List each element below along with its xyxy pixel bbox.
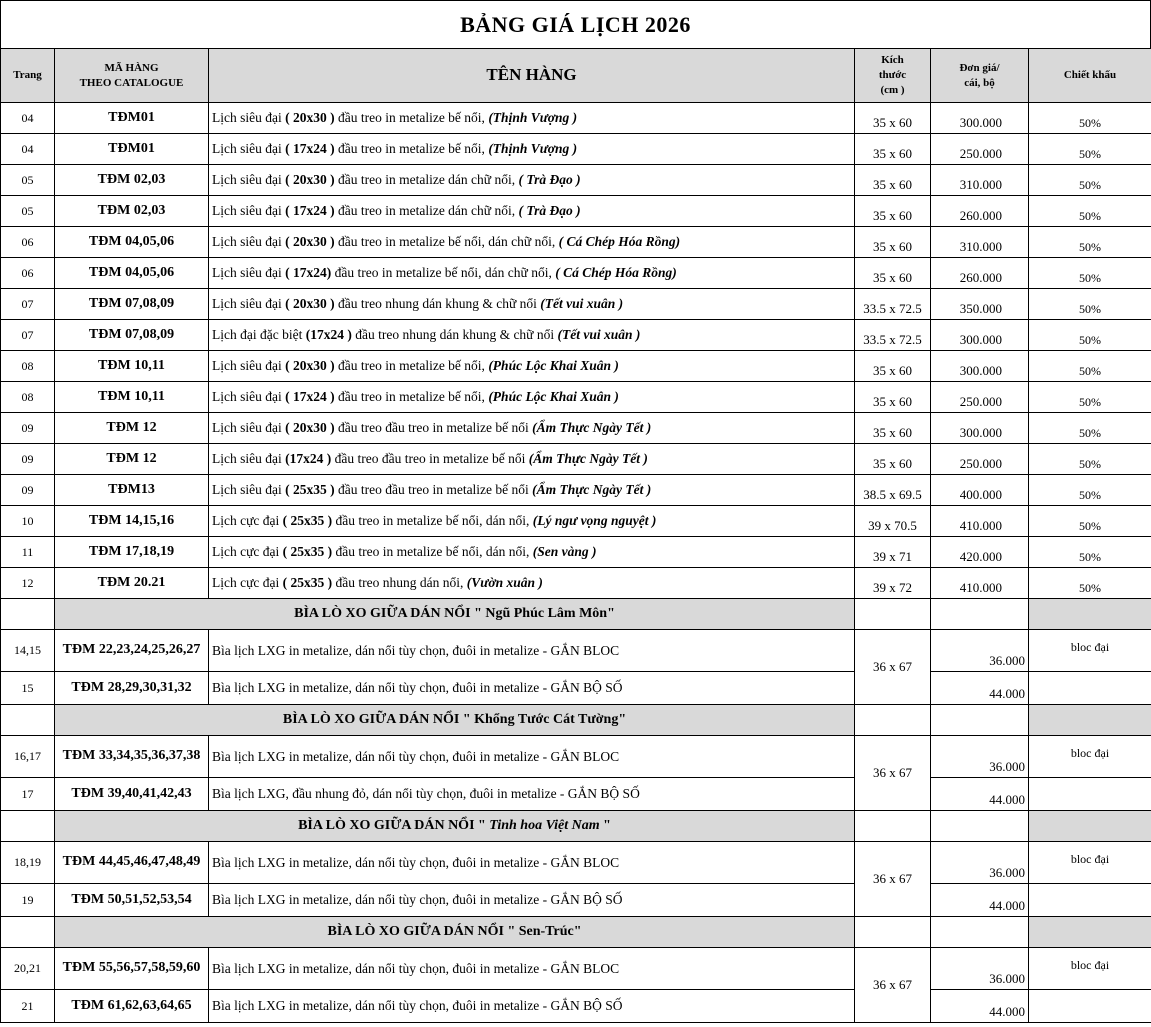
code-cell: TĐM01 xyxy=(55,134,209,165)
section-blank xyxy=(1,811,55,842)
name-collection: ( Trà Đạo ) xyxy=(518,172,581,187)
size-cell: 35 x 60 xyxy=(855,134,931,165)
page-cell: 04 xyxy=(1,134,55,165)
section-title xyxy=(55,599,855,630)
name-cell: Bìa lịch LXG in metalize, dán nổi tùy chọn, đuôi in metalize - GẮN BLOC xyxy=(209,736,855,778)
name-desc: đầu treo nhung dán nổi, xyxy=(332,575,467,590)
table-row xyxy=(1,506,1151,537)
header-name: TÊN HÀNG xyxy=(209,49,855,103)
discount-cell: 50% xyxy=(1029,506,1151,537)
name-cell: Bìa lịch LXG in metalize, dán nổi tùy chọn, đuôi in metalize - GẮN BLOC xyxy=(209,842,855,884)
name-prefix: Lịch siêu đại xyxy=(212,203,286,218)
page-cell: 06 xyxy=(1,227,55,258)
section-name: Khổng Tước Cát Tường xyxy=(474,712,619,727)
table-row xyxy=(1,568,1151,599)
code-cell: TĐM 17,18,19 xyxy=(55,537,209,568)
size-cell: 35 x 60 xyxy=(855,103,931,134)
discount-cell: 50% xyxy=(1029,165,1151,196)
section-blank xyxy=(1,917,55,948)
section-row xyxy=(1,917,1151,948)
page-cell: 09 xyxy=(1,413,55,444)
price-cell: 300.000 xyxy=(931,351,1029,382)
name-collection: (Tết vui xuân ) xyxy=(540,296,624,311)
table-row xyxy=(1,537,1151,568)
name-collection: (Ẩm Thực Ngày Tết ) xyxy=(528,451,648,466)
size-cell: 35 x 60 xyxy=(855,382,931,413)
size-cell: 35 x 60 xyxy=(855,258,931,289)
page-cell: 16,17 xyxy=(1,736,55,778)
name-desc: đầu treo đầu treo in metalize bế nổi xyxy=(334,420,533,435)
name-desc: đầu treo in metalize bế nổi, xyxy=(334,358,489,373)
code-cell: TĐM01 xyxy=(55,103,209,134)
name-collection: (Ẩm Thực Ngày Tết ) xyxy=(532,420,652,435)
page-title: BẢNG GIÁ LỊCH 2026 xyxy=(460,11,691,37)
price-cell: 36.000 xyxy=(931,948,1029,990)
section-blank xyxy=(931,599,1029,630)
table-row xyxy=(1,134,1151,165)
price-cell: 250.000 xyxy=(931,444,1029,475)
name-prefix: Lịch siêu đại xyxy=(212,389,286,404)
price-cell: 44.000 xyxy=(931,672,1029,705)
code-cell: TĐM 28,29,30,31,32 xyxy=(55,672,209,705)
section-title xyxy=(55,705,855,736)
name-format: ( 17x24 ) xyxy=(285,389,335,404)
code-cell: TĐM 10,11 xyxy=(55,382,209,413)
name-format: ( 17x24 ) xyxy=(285,141,335,156)
table-row xyxy=(1,630,1151,672)
name-cell xyxy=(209,444,855,475)
section-suffix: " xyxy=(599,818,611,833)
header-size: Kích thước (cm ) xyxy=(855,49,931,103)
section-blank xyxy=(1,599,55,630)
name-cell xyxy=(209,351,855,382)
name-cell xyxy=(209,196,855,227)
name-prefix: Lịch siêu đại xyxy=(212,172,286,187)
table-row xyxy=(1,227,1151,258)
code-cell: TĐM 07,08,09 xyxy=(55,320,209,351)
discount-cell: 50% xyxy=(1029,568,1151,599)
code-cell: TĐM 12 xyxy=(55,413,209,444)
page-cell: 08 xyxy=(1,382,55,413)
table-row xyxy=(1,736,1151,778)
price-cell: 300.000 xyxy=(931,320,1029,351)
table-row xyxy=(1,990,1151,1023)
table-row xyxy=(1,289,1151,320)
section-row xyxy=(1,705,1151,736)
name-desc: đầu treo in metalize bế nổi, xyxy=(334,141,489,156)
name-desc: đầu treo đầu treo in metalize bế nổi xyxy=(331,451,529,466)
section-blank xyxy=(1,705,55,736)
name-desc: đầu treo in metalize bế nổi, dán chữ nổi, xyxy=(331,265,556,280)
section-name: Ngũ Phúc Lâm Môn xyxy=(485,606,608,621)
page-cell: 07 xyxy=(1,320,55,351)
name-collection: (Lý ngư vọng nguyệt ) xyxy=(532,513,657,528)
page-cell: 14,15 xyxy=(1,630,55,672)
name-collection: (Vườn xuân ) xyxy=(466,575,543,590)
table-row xyxy=(1,351,1151,382)
code-cell: TĐM 04,05,06 xyxy=(55,227,209,258)
discount-cell: 50% xyxy=(1029,475,1151,506)
price-cell: 260.000 xyxy=(931,258,1029,289)
size-cell: 36 x 67 xyxy=(855,736,931,811)
name-format: ( 17x24) xyxy=(285,265,332,280)
section-blank xyxy=(855,811,931,842)
name-cell xyxy=(209,165,855,196)
name-format: ( 25x35 ) xyxy=(282,575,333,590)
name-collection: (Phúc Lộc Khai Xuân ) xyxy=(488,358,619,373)
name-prefix: Lịch siêu đại xyxy=(212,234,286,249)
section-title xyxy=(55,811,855,842)
page-cell: 18,19 xyxy=(1,842,55,884)
size-cell: 38.5 x 69.5 xyxy=(855,475,931,506)
price-cell: 44.000 xyxy=(931,990,1029,1023)
name-desc: đầu treo in metalize dán chữ nổi, xyxy=(334,203,519,218)
page-cell: 09 xyxy=(1,444,55,475)
name-cell xyxy=(209,320,855,351)
name-desc: đầu treo in metalize bế nổi, dán chữ nổi, xyxy=(334,234,559,249)
header-row xyxy=(1,49,1151,103)
name-format: ( 25x35 ) xyxy=(282,513,333,528)
page-cell: 20,21 xyxy=(1,948,55,990)
price-cell: 410.000 xyxy=(931,506,1029,537)
code-cell: TĐM 14,15,16 xyxy=(55,506,209,537)
page-cell: 06 xyxy=(1,258,55,289)
name-cell xyxy=(209,227,855,258)
discount-cell: 50% xyxy=(1029,289,1151,320)
price-cell: 300.000 xyxy=(931,413,1029,444)
section-prefix: BÌA LÒ XO GIỮA DÁN NỔI " xyxy=(282,712,475,727)
code-cell: TĐM 44,45,46,47,48,49 xyxy=(55,842,209,884)
page-cell: 11 xyxy=(1,537,55,568)
section-blank xyxy=(1029,811,1151,842)
page-cell: 12 xyxy=(1,568,55,599)
code-cell: TĐM 61,62,63,64,65 xyxy=(55,990,209,1023)
section-row xyxy=(1,811,1151,842)
code-cell: TĐM 10,11 xyxy=(55,351,209,382)
name-cell xyxy=(209,413,855,444)
code-cell: TĐM 07,08,09 xyxy=(55,289,209,320)
name-format: ( 20x30 ) xyxy=(285,296,335,311)
discount-cell-empty xyxy=(1029,990,1151,1023)
discount-cell: 50% xyxy=(1029,320,1151,351)
price-table xyxy=(0,48,1151,1023)
code-cell: TĐM 02,03 xyxy=(55,165,209,196)
table-row xyxy=(1,165,1151,196)
section-name: Sen-Trúc xyxy=(518,924,574,939)
table-row xyxy=(1,842,1151,884)
section-blank xyxy=(855,705,931,736)
discount-cell: bloc đại xyxy=(1029,948,1151,990)
price-cell: 310.000 xyxy=(931,227,1029,258)
page-cell: 07 xyxy=(1,289,55,320)
header-discount: Chiết khấu xyxy=(1029,49,1151,103)
name-prefix: Lịch siêu đại xyxy=(212,265,286,280)
size-cell: 36 x 67 xyxy=(855,842,931,917)
name-prefix: Lịch siêu đại xyxy=(212,482,286,497)
name-prefix: Lịch cực đại xyxy=(212,575,283,590)
section-blank xyxy=(855,599,931,630)
name-cell xyxy=(209,258,855,289)
name-desc: đầu treo in metalize bế nổi, dán nổi, xyxy=(332,513,533,528)
name-prefix: Lịch siêu đại xyxy=(212,451,286,466)
name-prefix: Lịch đại đặc biệt xyxy=(212,327,306,342)
table-row xyxy=(1,413,1151,444)
page-cell: 05 xyxy=(1,196,55,227)
price-cell: 400.000 xyxy=(931,475,1029,506)
discount-cell: bloc đại xyxy=(1029,630,1151,672)
name-cell xyxy=(209,103,855,134)
name-cell: Bìa lịch LXG in metalize, dán nổi tùy chọn, đuôi in metalize - GẮN BLOC xyxy=(209,948,855,990)
discount-cell-empty xyxy=(1029,778,1151,811)
name-prefix: Lịch siêu đại xyxy=(212,358,286,373)
discount-cell: 50% xyxy=(1029,413,1151,444)
discount-cell-empty xyxy=(1029,672,1151,705)
name-cell xyxy=(209,568,855,599)
code-cell: TĐM 50,51,52,53,54 xyxy=(55,884,209,917)
discount-cell: 50% xyxy=(1029,227,1151,258)
name-cell xyxy=(209,289,855,320)
discount-cell: 50% xyxy=(1029,444,1151,475)
price-cell: 36.000 xyxy=(931,630,1029,672)
name-format: ( 20x30 ) xyxy=(285,234,335,249)
table-row xyxy=(1,884,1151,917)
table-row xyxy=(1,444,1151,475)
table-row xyxy=(1,948,1151,990)
section-blank xyxy=(1029,705,1151,736)
size-cell: 33.5 x 72.5 xyxy=(855,320,931,351)
price-cell: 310.000 xyxy=(931,165,1029,196)
name-collection: ( Cá Chép Hóa Rồng) xyxy=(558,234,681,249)
name-prefix: Lịch siêu đại xyxy=(212,296,286,311)
page-cell: 04 xyxy=(1,103,55,134)
title-row xyxy=(0,0,1151,48)
price-cell: 410.000 xyxy=(931,568,1029,599)
discount-cell: 50% xyxy=(1029,258,1151,289)
name-desc: đầu treo in metalize bế nổi, xyxy=(334,389,489,404)
discount-cell: 50% xyxy=(1029,382,1151,413)
page-cell: 09 xyxy=(1,475,55,506)
name-format: ( 20x30 ) xyxy=(285,358,335,373)
section-prefix: BÌA LÒ XO GIỮA DÁN NỔI " xyxy=(294,606,486,621)
name-cell: Bìa lịch LXG in metalize, dán nổi tùy chọn, đuôi in metalize - GẮN BỘ SỐ xyxy=(209,990,855,1023)
name-format: ( 25x35 ) xyxy=(282,544,333,559)
section-suffix: " xyxy=(607,606,615,621)
table-row xyxy=(1,475,1151,506)
section-prefix: BÌA LÒ XO GIỮA DÁN NỔI " xyxy=(327,924,519,939)
price-cell: 350.000 xyxy=(931,289,1029,320)
name-collection: (Ẩm Thực Ngày Tết ) xyxy=(532,482,652,497)
code-cell: TĐM 20.21 xyxy=(55,568,209,599)
size-cell: 39 x 72 xyxy=(855,568,931,599)
price-cell: 44.000 xyxy=(931,884,1029,917)
name-format: ( 20x30 ) xyxy=(285,110,335,125)
name-prefix: Lịch siêu đại xyxy=(212,420,286,435)
name-collection: ( Trà Đạo ) xyxy=(518,203,581,218)
section-row xyxy=(1,599,1151,630)
table-row xyxy=(1,258,1151,289)
section-blank xyxy=(931,811,1029,842)
name-desc: đầu treo đầu treo in metalize bế nổi xyxy=(334,482,533,497)
name-format: ( 20x30 ) xyxy=(285,420,335,435)
size-cell: 35 x 60 xyxy=(855,351,931,382)
size-cell: 35 x 60 xyxy=(855,413,931,444)
name-collection: (Tết vui xuân ) xyxy=(557,327,641,342)
page-cell: 15 xyxy=(1,672,55,705)
discount-cell: 50% xyxy=(1029,196,1151,227)
size-cell: 39 x 71 xyxy=(855,537,931,568)
name-cell xyxy=(209,506,855,537)
size-cell: 35 x 60 xyxy=(855,165,931,196)
table-row xyxy=(1,672,1151,705)
code-cell: TĐM 22,23,24,25,26,27 xyxy=(55,630,209,672)
size-cell: 36 x 67 xyxy=(855,630,931,705)
code-cell: TĐM13 xyxy=(55,475,209,506)
header-page: Trang xyxy=(1,49,55,103)
name-prefix: Lịch cực đại xyxy=(212,544,283,559)
discount-cell: 50% xyxy=(1029,134,1151,165)
name-desc: đầu treo in metalize dán chữ nổi, xyxy=(334,172,519,187)
price-cell: 260.000 xyxy=(931,196,1029,227)
price-cell: 300.000 xyxy=(931,103,1029,134)
name-collection: (Thịnh Vượng ) xyxy=(488,141,578,156)
section-title xyxy=(55,917,855,948)
name-format: (17x24 ) xyxy=(285,451,332,466)
section-suffix: " xyxy=(573,924,582,939)
code-cell: TĐM 02,03 xyxy=(55,196,209,227)
table-row xyxy=(1,382,1151,413)
name-cell xyxy=(209,382,855,413)
name-desc: đầu treo in metalize bế nổi, xyxy=(334,110,489,125)
code-cell: TĐM 33,34,35,36,37,38 xyxy=(55,736,209,778)
page-cell: 05 xyxy=(1,165,55,196)
discount-cell: 50% xyxy=(1029,351,1151,382)
discount-cell: 50% xyxy=(1029,537,1151,568)
code-cell: TĐM 39,40,41,42,43 xyxy=(55,778,209,811)
name-format: ( 17x24 ) xyxy=(285,203,335,218)
section-blank xyxy=(855,917,931,948)
code-cell: TĐM 04,05,06 xyxy=(55,258,209,289)
name-cell: Bìa lịch LXG in metalize, dán nổi tùy chọn, đuôi in metalize - GẮN BỘ SỐ xyxy=(209,884,855,917)
size-cell: 33.5 x 72.5 xyxy=(855,289,931,320)
code-cell: TĐM 12 xyxy=(55,444,209,475)
name-collection: (Phúc Lộc Khai Xuân ) xyxy=(488,389,619,404)
header-code: MÃ HÀNG THEO CATALOGUE xyxy=(55,49,209,103)
size-cell: 35 x 60 xyxy=(855,444,931,475)
size-cell: 36 x 67 xyxy=(855,948,931,1023)
page-cell: 17 xyxy=(1,778,55,811)
name-cell: Bìa lịch LXG in metalize, dán nổi tùy chọn, đuôi in metalize - GẮN BỘ SỐ xyxy=(209,672,855,705)
page-cell: 08 xyxy=(1,351,55,382)
name-format: ( 20x30 ) xyxy=(285,172,335,187)
price-cell: 250.000 xyxy=(931,382,1029,413)
name-format: (17x24 ) xyxy=(305,327,352,342)
price-cell: 36.000 xyxy=(931,736,1029,778)
section-suffix: " xyxy=(618,712,627,727)
name-collection: (Sen vàng ) xyxy=(532,544,597,559)
name-cell xyxy=(209,475,855,506)
discount-cell: bloc đại xyxy=(1029,736,1151,778)
name-desc: đầu treo in metalize bế nổi, dán nổi, xyxy=(332,544,533,559)
page-cell: 10 xyxy=(1,506,55,537)
name-format: ( 25x35 ) xyxy=(285,482,335,497)
table-row xyxy=(1,196,1151,227)
price-cell: 44.000 xyxy=(931,778,1029,811)
section-blank xyxy=(1029,599,1151,630)
name-desc: đầu treo nhung dán khung & chữ nổi xyxy=(334,296,541,311)
discount-cell-empty xyxy=(1029,884,1151,917)
name-prefix: Lịch siêu đại xyxy=(212,141,286,156)
section-blank xyxy=(931,705,1029,736)
section-name: Tinh hoa Việt Nam xyxy=(489,818,600,833)
section-blank xyxy=(931,917,1029,948)
table-row xyxy=(1,778,1151,811)
table-row xyxy=(1,103,1151,134)
discount-cell: 50% xyxy=(1029,103,1151,134)
size-cell: 39 x 70.5 xyxy=(855,506,931,537)
name-prefix: Lịch cực đại xyxy=(212,513,283,528)
size-cell: 35 x 60 xyxy=(855,227,931,258)
name-collection: (Thịnh Vượng ) xyxy=(488,110,578,125)
code-cell: TĐM 55,56,57,58,59,60 xyxy=(55,948,209,990)
discount-cell: bloc đại xyxy=(1029,842,1151,884)
price-cell: 420.000 xyxy=(931,537,1029,568)
size-cell: 35 x 60 xyxy=(855,196,931,227)
page-cell: 19 xyxy=(1,884,55,917)
page-cell: 21 xyxy=(1,990,55,1023)
name-collection: ( Cá Chép Hóa Rồng) xyxy=(555,265,677,280)
name-cell: Bìa lịch LXG in metalize, dán nổi tùy chọn, đuôi in metalize - GẮN BLOC xyxy=(209,630,855,672)
name-desc: đầu treo nhung dán khung & chữ nổi xyxy=(351,327,558,342)
name-prefix: Lịch siêu đại xyxy=(212,110,286,125)
price-cell: 36.000 xyxy=(931,842,1029,884)
section-prefix: BÌA LÒ XO GIỮA DÁN NỔI " xyxy=(298,818,490,833)
price-cell: 250.000 xyxy=(931,134,1029,165)
name-cell: Bìa lịch LXG, đầu nhung đỏ, dán nổi tùy chọn, đuôi in metalize - GẮN BỘ SỐ xyxy=(209,778,855,811)
table-row xyxy=(1,320,1151,351)
name-cell xyxy=(209,537,855,568)
name-cell xyxy=(209,134,855,165)
section-blank xyxy=(1029,917,1151,948)
header-price: Đơn giá/ cái, bộ xyxy=(931,49,1029,103)
